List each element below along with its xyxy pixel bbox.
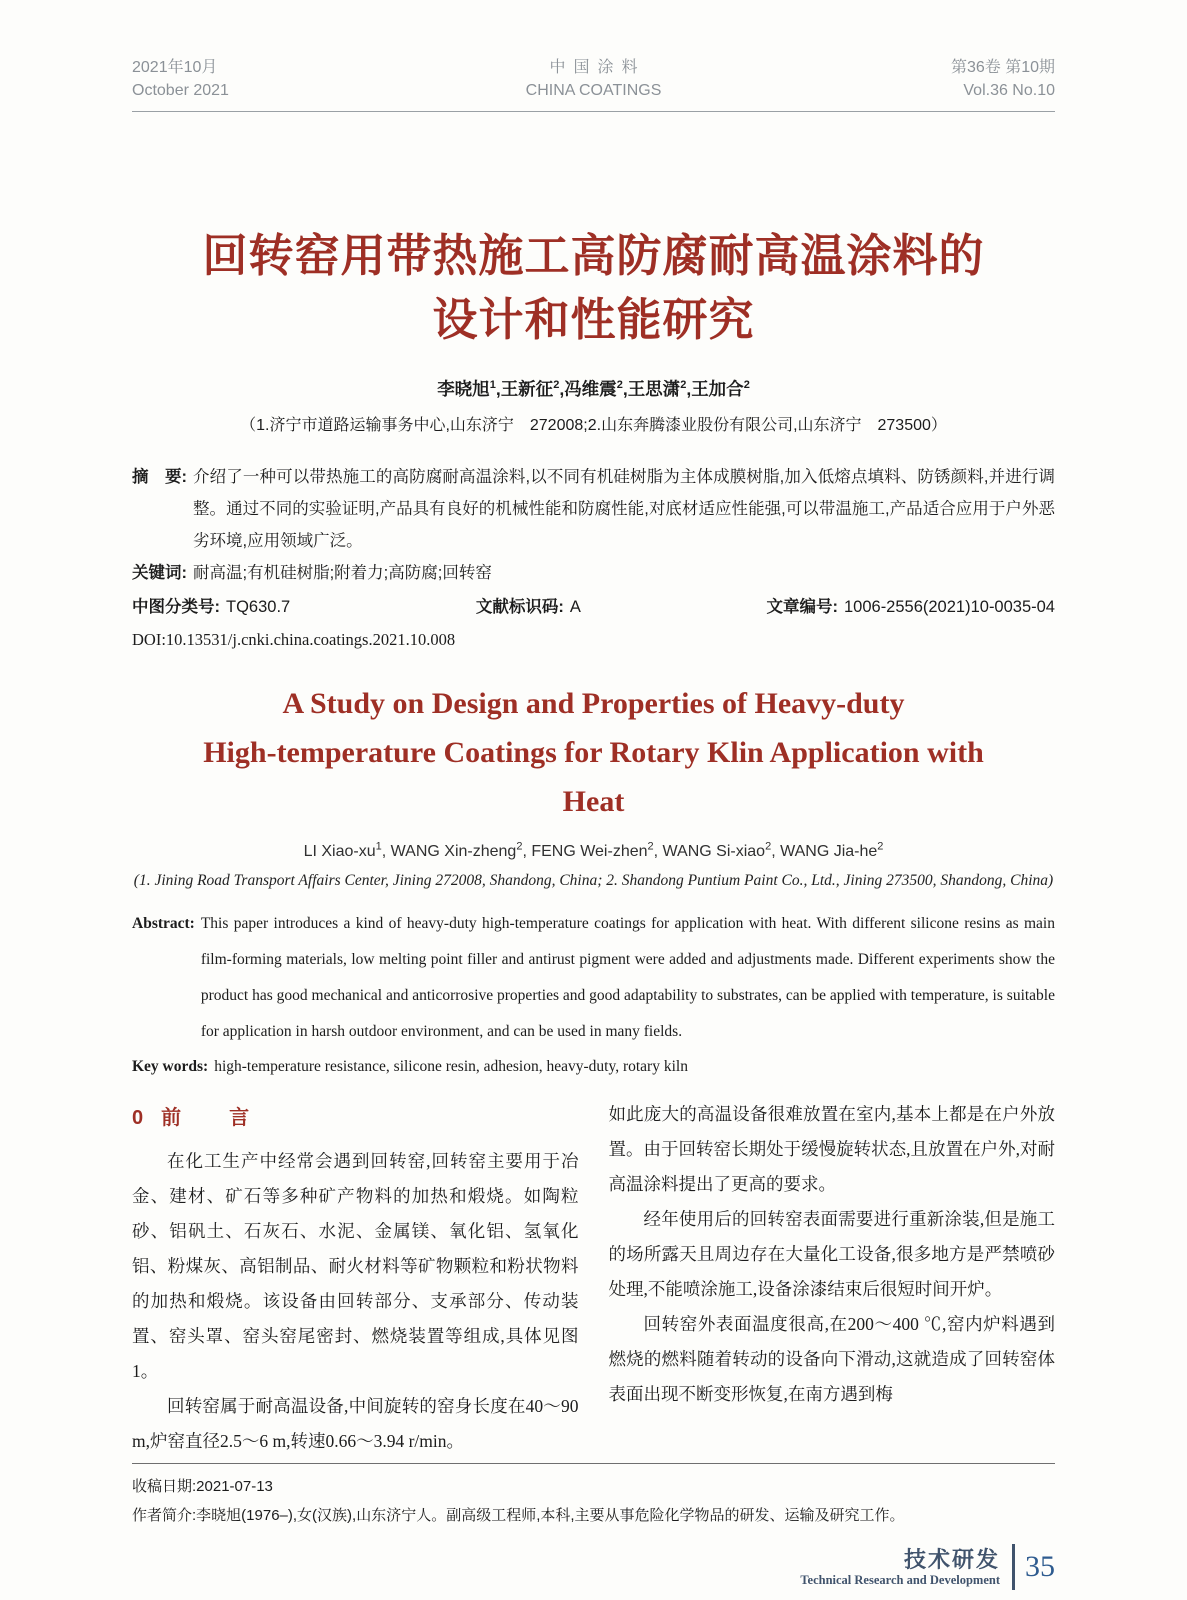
article-title-en-line2: High-temperature Coatings for Rotary Klin Application with — [203, 736, 984, 769]
header-journal-cn: 中国涂料 — [549, 59, 646, 76]
body-column-left — [132, 1097, 579, 1459]
body-paragraph: 回转窑外表面温度很高,在200～400 ℃,窑内炉料遇到燃烧的燃料随着转动的设备向下滑动,这就造成了回转窑体表面出现不断变形恢复,在南方遇到梅 — [608, 1314, 1055, 1405]
header-journal-en: CHINA COATINGS — [525, 82, 662, 99]
author-cn: 王新征$^2$, — [500, 379, 565, 399]
keywords-en — [132, 1050, 1055, 1084]
section-number: 0 — [132, 1107, 144, 1130]
header-date — [132, 56, 312, 102]
clc-number: 中图分类号: TQ630.7 — [132, 598, 291, 616]
keywords-cn-text: 耐高温;有机硅树脂;附着力;高防腐;回转窑 — [193, 564, 492, 582]
abstract-en-text: This paper introduces a kind of heavy-duty high-temperature coatings for application with heat. With different silicone resins as main film-forming materials, low melting point filler and antirust pigment were added and adjustments made. Different experiments show the product has good mechanical and anticorrosive properties and good adaptability to substrates, can be applied with temperature, is suitable for application in harsh outdoor environment, and can be used in many fields. — [200, 915, 1055, 1041]
page-footer — [132, 1544, 1055, 1590]
author-en: WANG Jia-$he^2$ — [780, 841, 884, 861]
article-title-en-line3: Heat — [562, 785, 625, 818]
author-cn: 王思潇$^2$, — [627, 379, 692, 399]
abstract-en — [132, 906, 1055, 1050]
body-paragraph: 经年使用后的回转窑表面需要进行重新涂装,但是施工的场所露天且周边存在大量化工设备,很多地方是严禁喷砂处理,不能喷涂施工,设备涂漆结束后很短时间开炉。 — [608, 1209, 1055, 1300]
footer-divider — [1012, 1544, 1015, 1590]
category-block — [800, 1547, 1000, 1588]
header-date-en: October 2021 — [132, 82, 229, 99]
header-date-cn: 2021年10月 — [132, 59, 218, 76]
author-cn: 李晓旭$^1$, — [437, 379, 501, 399]
section-title: 前 言 — [161, 1107, 264, 1130]
abstract-cn-label: 摘 要: — [132, 468, 187, 486]
author-en: WANG Si-xiao$^2$, — [662, 841, 781, 861]
author-en: FENG Wei-zhen$^2$, — [531, 841, 663, 861]
body-column-right — [609, 1097, 1056, 1459]
keywords-en-text: high-temperature resistance, silicone resin, adhesion, heavy-duty, rotary kiln — [214, 1058, 688, 1076]
authors-cn — [132, 376, 1055, 401]
keywords-en-label: Key words: — [132, 1058, 209, 1076]
section-heading — [132, 1101, 579, 1136]
received-date: 收稿日期:2021-07-13 — [132, 1478, 273, 1496]
header-issue-en: Vol.36 No.10 — [963, 82, 1055, 99]
journal-header — [132, 56, 1055, 112]
abstract-cn-text: 介绍了一种可以带热施工的高防腐耐高温涂料,以不同有机硅树脂为主体成膜树脂,加入低熔点填料、防锈颜料,并进行调整。通过不同的实验证明,产品具有良好的机械性能和防腐性能,对底材适应性能强,可以带温施工,产品适合应用于户外恶劣环境,应用领域广泛。 — [193, 468, 1055, 550]
meta-row — [132, 591, 1055, 623]
authors-en — [132, 841, 1055, 861]
page-number: 35 — [1025, 1550, 1055, 1584]
category-en: Technical Research and Development — [800, 1572, 1000, 1587]
author-cn: 王加合$^2$ — [691, 379, 750, 399]
document-code: 文献标识码: A — [475, 598, 581, 616]
article-title-cn — [132, 224, 1055, 352]
author-en: LI Xiao-$xu^1$, — [303, 841, 391, 861]
author-en: WANG Xin-zheng$^2$, — [390, 841, 532, 861]
article-title-en-line1: A Study on Design and Properties of Heavy-duty — [282, 687, 905, 720]
footnote — [132, 1463, 1055, 1530]
abstract-cn — [132, 461, 1055, 557]
header-journal — [504, 56, 684, 102]
article-title-en — [132, 679, 1055, 826]
header-issue-cn: 第36卷 第10期 — [950, 59, 1055, 76]
affiliation-en: (1. Jining Road Transport Affairs Center, Jining 272008, Shandong, China; 2. Shandong Puntium Paint Co., Ltd., Jining 273500, Shandong, China) — [133, 872, 1054, 890]
article-title-cn-line1: 回转窑用带热施工高防腐耐高温涂料的 — [202, 230, 985, 281]
article-id: 文章编号: 1006-2556(2021)10-0035-04 — [766, 598, 1055, 616]
author-bio: 作者简介:李晓旭(1976–),女(汉族),山东济宁人。副高级工程师,本科,主要从事危险化学物品的研发、运输及研究工作。 — [132, 1507, 905, 1525]
article-title-cn-line2: 设计和性能研究 — [432, 294, 755, 345]
body-paragraph: 在化工生产中经常会遇到回转窑,回转窑主要用于冶金、建材、矿石等多种矿产物料的加热和煅烧。如陶粒砂、铝矾土、石灰石、水泥、金属镁、氧化铝、氢氧化铝、粉煤灰、高铝制品、耐火材料等矿物颗粒和粉状物料的加热和煅烧。该设备由回转部分、支承部分、传动装置、窑头罩、窑头窑尾密封、燃烧装置等组成,具体见图1。 — [132, 1151, 579, 1382]
keywords-cn — [132, 557, 1055, 589]
category-cn: 技术研发 — [903, 1546, 1000, 1572]
body-columns — [132, 1097, 1055, 1459]
doi: DOI:10.13531/j.cnki.china.coatings.2021.10.008 — [132, 630, 456, 649]
header-issue — [875, 56, 1055, 102]
author-cn: 冯维震$^2$, — [564, 379, 628, 399]
abstract-en-label: Abstract: — [132, 915, 195, 933]
body-paragraph: 如此庞大的高温设备很难放置在室内,基本上都是在户外放置。由于回转窑长期处于缓慢旋转状态,且放置在户外,对耐高温涂料提出了更高的要求。 — [608, 1104, 1055, 1195]
keywords-cn-label: 关键词: — [132, 564, 187, 582]
affiliation-cn: （1.济宁市道路运输事务中心,山东济宁 272008;2.山东奔腾漆业股份有限公司,山东济宁 273500） — [240, 417, 947, 434]
body-paragraph: 回转窑属于耐高温设备,中间旋转的窑身长度在40～90 m,炉窑直径2.5～6 m,转速0.66～3.94 r/min。 — [132, 1396, 579, 1452]
